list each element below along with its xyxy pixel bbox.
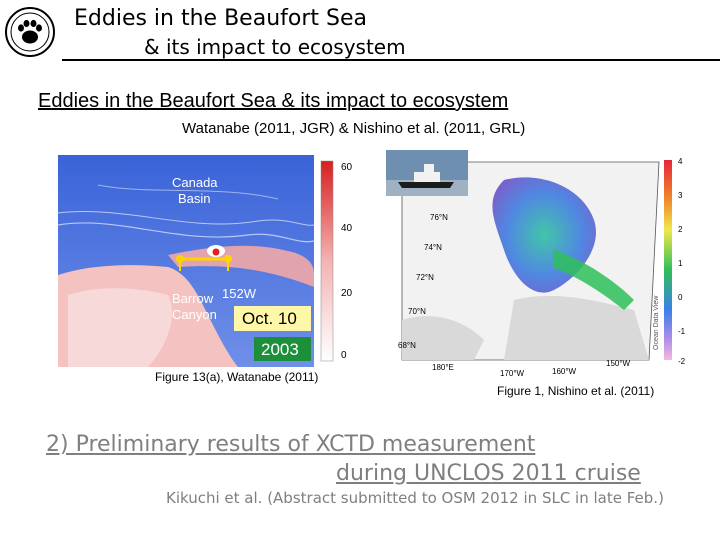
- label-basin: Basin: [178, 191, 211, 206]
- lon-label: 150°W: [606, 359, 631, 368]
- colorbar-a-tick: 60: [341, 162, 353, 173]
- figure-b-caption: Figure 1, Nishino et al. (2011): [497, 384, 655, 398]
- label-canada: Canada: [172, 175, 218, 190]
- colorbar-b: [664, 160, 672, 360]
- lat-label: 72°N: [416, 273, 434, 282]
- label-barrow: Barrow: [172, 291, 214, 306]
- colorbar-b-tick: 4: [678, 157, 683, 166]
- label-longitude: 152W: [222, 286, 256, 301]
- colorbar-b-tick: 1: [678, 259, 683, 268]
- date-label: Oct. 10: [242, 309, 297, 328]
- slide-authors: Watanabe (2011, JGR) & Nishino et al. (2011, GRL): [182, 120, 526, 137]
- lon-label: 180°E: [432, 363, 454, 372]
- section-title: 2) Preliminary results of XCTD measurement: [46, 432, 536, 457]
- colorbar-b-tick: 3: [678, 191, 683, 200]
- colorbar-a-tick: 20: [341, 288, 353, 299]
- colorbar-a: [321, 161, 333, 361]
- section-subtitle: during UNCLOS 2011 cruise: [336, 461, 641, 486]
- slide-title: Eddies in the Beaufort Sea & its impact to ecosystem: [38, 90, 509, 112]
- year-label: 2003: [261, 340, 299, 359]
- header-title-line2: & its impact to ecosystem: [144, 35, 406, 59]
- lon-label: 170°W: [500, 369, 525, 378]
- header-divider: [62, 59, 720, 61]
- figure-watanabe-map: [58, 155, 358, 367]
- colorbar-b-tick: 2: [678, 225, 683, 234]
- lon-label: 160°W: [552, 367, 577, 376]
- colorbar-b-tick: -2: [678, 357, 686, 366]
- lat-label: 76°N: [430, 213, 448, 222]
- label-canyon: Canyon: [172, 307, 217, 322]
- header-title-line1: Eddies in the Beaufort Sea: [74, 6, 367, 31]
- lat-label: 74°N: [424, 243, 442, 252]
- lat-label: 68°N: [398, 341, 416, 350]
- colorbar-a-tick: 40: [341, 223, 353, 234]
- figure-a-caption: Figure 13(a), Watanabe (2011): [155, 370, 319, 384]
- section-note: Kikuchi et al. (Abstract submitted to OSM 2012 in SLC in late Feb.): [166, 489, 664, 507]
- colorbar-a-tick: 0: [341, 350, 347, 361]
- lat-label: 70°N: [408, 307, 426, 316]
- colorbar-b-label: Ocean Data View: [653, 295, 660, 350]
- colorbar-b-tick: -1: [678, 327, 686, 336]
- institution-logo: [4, 6, 56, 58]
- figure-nishino-map: [384, 150, 694, 380]
- colorbar-b-tick: 0: [678, 293, 683, 302]
